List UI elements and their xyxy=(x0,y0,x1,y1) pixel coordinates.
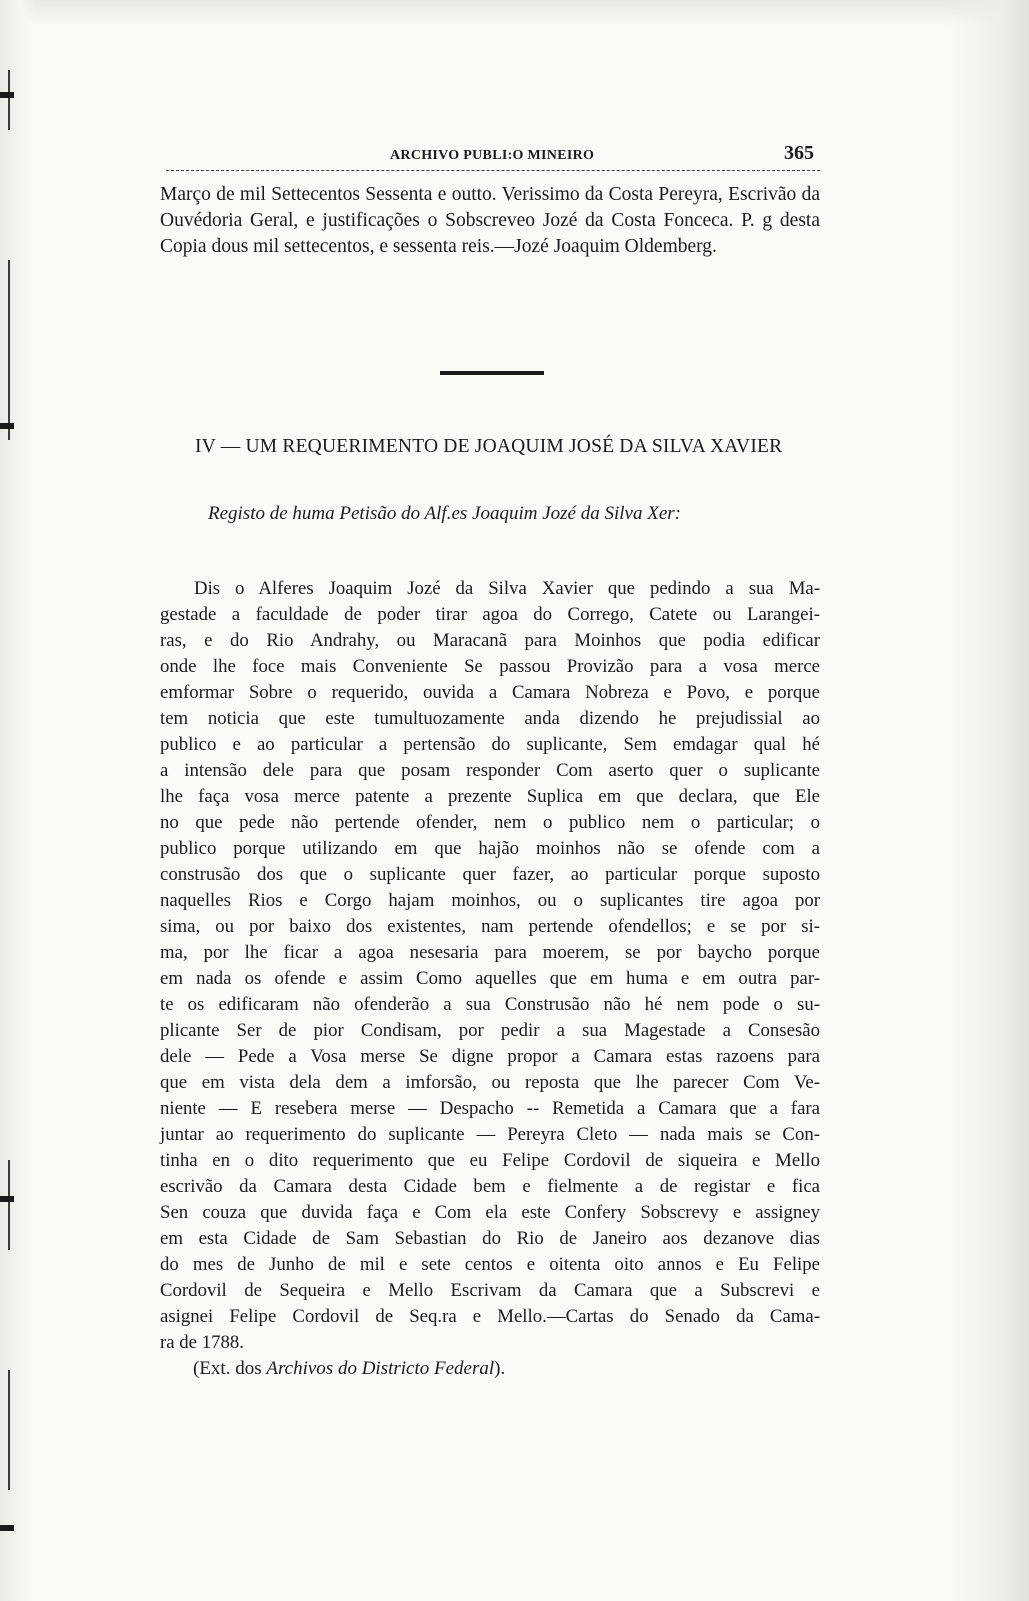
body-line: em esta Cidade de Sam Sebastian do Rio de Janeiro aos dezanove dias xyxy=(160,1228,820,1249)
scan-top-shadow xyxy=(0,0,1029,26)
scan-left-shadow xyxy=(0,0,36,1601)
body-line: ra de 1788. xyxy=(160,1332,244,1353)
body-line: lhe faça vosa merce patente a prezente Suplica em que declara, que Ele xyxy=(160,786,820,807)
source-note-suffix: ). xyxy=(494,1358,506,1379)
source-note-title: Archivos do Districto Federal xyxy=(266,1358,495,1379)
body-line: do mes de Junho de mil e sete centos e oitenta oito annos e Eu Felipe xyxy=(160,1254,820,1275)
body-line: que em vista dela dem a imforsão, ou reposta que lhe parecer Com Ve- xyxy=(160,1072,820,1093)
body-line: em nada os ofende e assim Como aquelles que em huma e em outra par- xyxy=(160,968,820,989)
page-number: 365 xyxy=(784,142,814,164)
body-line: te os edificaram não ofenderão a sua Construsão não hé nem pode o su- xyxy=(160,994,820,1015)
body-line: no que pede não pertende ofender, nem o publico nem o particular; o xyxy=(160,812,820,833)
binding-tick xyxy=(0,1196,14,1202)
header-rule xyxy=(166,170,820,171)
body-line: tinha en o dito requerimento que eu Felipe Cordovil de siqueira e Mello xyxy=(160,1150,820,1171)
body-line: Sen couza que duvida faça e Com ela este Confery Sobscrevy e assigney xyxy=(160,1202,820,1223)
source-note-prefix: (Ext. dos xyxy=(193,1358,267,1379)
body-line: publico e ao particular a pertensão do suplicante, Sem emdagar qual hé xyxy=(160,734,820,755)
running-header xyxy=(166,142,820,168)
body-line: escrivão da Camara desta Cidade bem e fielmente a de registar e fica xyxy=(160,1176,820,1197)
body-line: Cordovil de Sequeira e Mello Escrivam da Camara que a Subscrevi e xyxy=(160,1280,820,1301)
binding-mark xyxy=(8,1370,10,1490)
binding-tick xyxy=(0,92,14,98)
body-line: onde lhe foce mais Conveniente Se passou Provizão para a vosa merce xyxy=(160,656,820,677)
section-separator xyxy=(440,371,544,375)
source-note xyxy=(193,1358,505,1380)
body-line: tem noticia que este tumultuozamente anda dizendo he prejudissial ao xyxy=(160,708,820,729)
body-line: construsão dos que o suplicante quer fazer, ao particular porque suposto xyxy=(160,864,820,885)
body-line: dele — Pede a Vosa merse Se digne propor a Camara estas razoens para xyxy=(160,1046,820,1067)
petition-body xyxy=(160,576,820,1356)
binding-mark xyxy=(8,260,10,440)
body-line: naquelles Rios e Corgo hajam moinhos, ou o suplicantes tire agoa por xyxy=(160,890,820,911)
body-line: plicante Ser de pior Condisam, por pedir a sua Magestade a Consesão xyxy=(160,1020,820,1041)
body-line: juntar ao requerimento do suplicante — Pereyra Cleto — nada mais se Con- xyxy=(160,1124,820,1145)
scan-right-shadow xyxy=(949,0,1029,1601)
body-line: a intensão dele para que posam responder Com aserto quer o suplicante xyxy=(160,760,820,781)
body-line: Dis o Alferes Joaquim Jozé da Silva Xavier que pedindo a sua Ma- xyxy=(194,578,820,599)
body-line: publico porque utilizando em que hajão moinhos não se ofende com a xyxy=(160,838,820,859)
body-line: emformar Sobre o requerido, ouvida a Camara Nobreza e Povo, e porque xyxy=(160,682,820,703)
body-line: ras, e do Rio Andrahy, ou Maracanã para Moinhos que podia edificar xyxy=(160,630,820,651)
binding-tick xyxy=(0,1525,14,1531)
body-line: ma, por lhe ficar a agoa nesesaria para moerem, se por baycho porque xyxy=(160,942,820,963)
section-subtitle: Registo de huma Petisão do Alf.es Joaquim Jozé da Silva Xer: xyxy=(208,503,681,524)
body-line: gestade a faculdade de poder tirar agoa do Corrego, Catete ou Larangei- xyxy=(160,604,820,625)
body-line: asignei Felipe Cordovil de Seq.ra e Mello.—Cartas do Senado da Cama- xyxy=(160,1306,820,1327)
binding-mark xyxy=(8,70,10,130)
body-line: sima, ou por baixo dos existentes, nam pertende ofendellos; e se por si- xyxy=(160,916,820,937)
body-line: niente — E resebera merse — Despacho -- Remetida a Camara que a fara xyxy=(160,1098,820,1119)
intro-paragraph: Março de mil Settecentos Sessenta e outto. Verissimo da Costa Pereyra, Escrivão da Ouvédoria Geral, e justificações o Sobscreveo Jozé da Costa Fonceca. P. g desta Copia dous mil settecentos, e sessenta reis.—Jozé Joaquim Oldemberg. xyxy=(160,184,820,257)
running-title: ARCHIVO PUBLI:O MINEIRO xyxy=(390,148,595,163)
binding-mark xyxy=(8,1160,10,1250)
binding-tick xyxy=(0,423,14,429)
section-title: IV — UM REQUERIMENTO DE JOAQUIM JOSÉ DA SILVA XAVIER xyxy=(195,436,783,457)
